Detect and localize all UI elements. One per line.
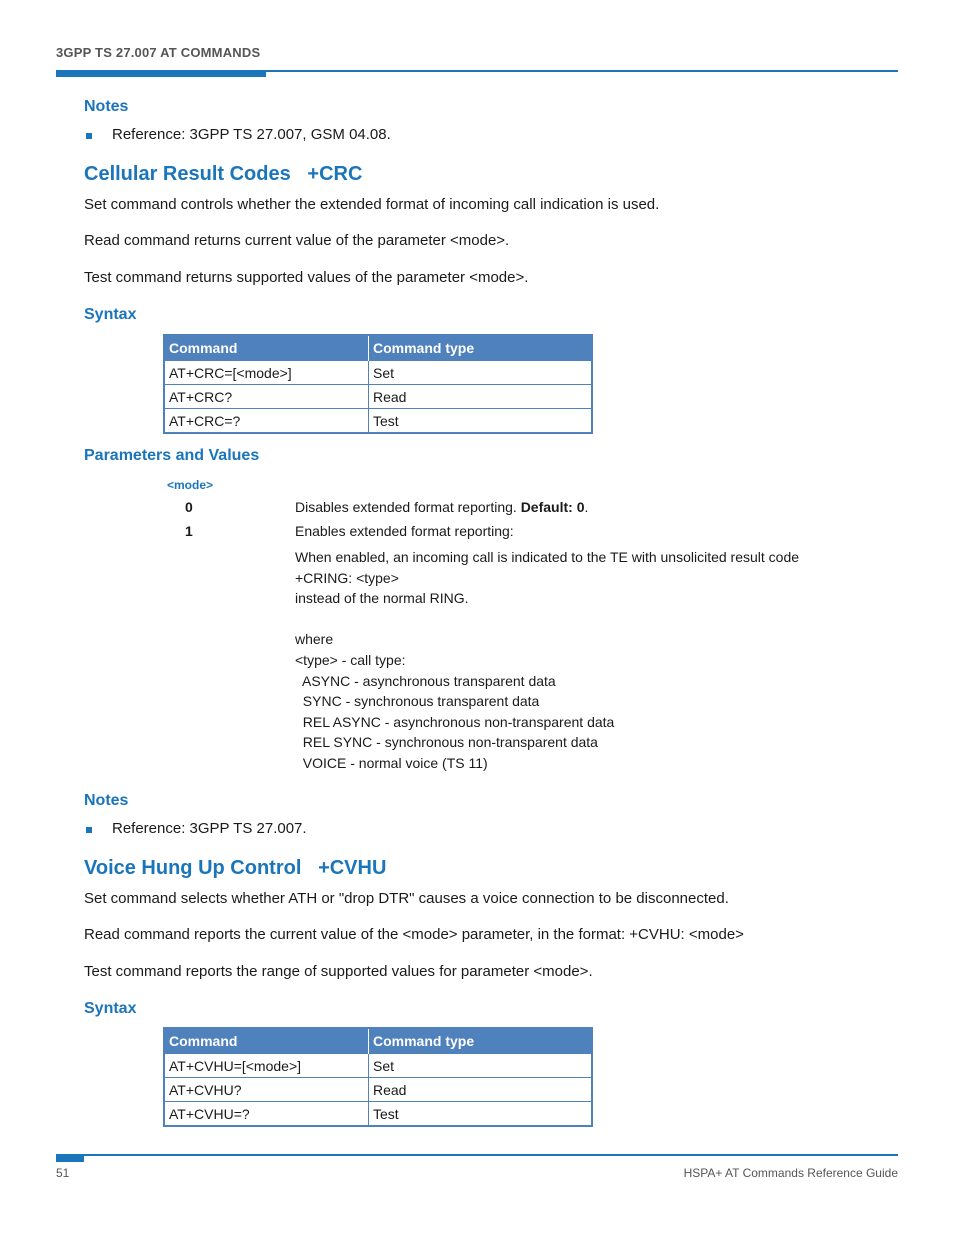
section-title-crc: Cellular Result Codes +CRC bbox=[84, 163, 363, 185]
parameter-value-description: Enables extended format reporting: bbox=[295, 523, 514, 539]
footer-doc-title: HSPA+ AT Commands Reference Guide bbox=[683, 1166, 898, 1180]
description-text-end: . bbox=[584, 499, 589, 515]
page-number: 51 bbox=[56, 1166, 70, 1180]
description-paragraph: Read command returns current value of the parameter <mode>. bbox=[84, 232, 510, 249]
description-paragraph: Test command reports the range of supported values for parameter <mode>. bbox=[84, 963, 593, 980]
table-row bbox=[164, 385, 592, 409]
table-cell: Set bbox=[369, 361, 593, 385]
description-paragraph: Set command selects whether ATH or "drop DTR" causes a voice connection to be disconnected. bbox=[84, 890, 729, 907]
parameter-value: 0 bbox=[185, 499, 193, 515]
default-value: Default: 0 bbox=[520, 499, 585, 515]
syntax-heading: Syntax bbox=[84, 306, 137, 323]
table-cell: AT+CRC=? bbox=[164, 409, 369, 434]
table-header-row bbox=[164, 1028, 592, 1054]
header-accent-block bbox=[56, 70, 266, 77]
syntax-table-cvhu bbox=[163, 1027, 593, 1127]
table-row bbox=[164, 1054, 592, 1078]
table-header-row bbox=[164, 335, 592, 361]
table-cell: AT+CRC=[<mode>] bbox=[164, 361, 369, 385]
table-cell: Set bbox=[369, 1054, 593, 1078]
table-cell: Test bbox=[369, 409, 593, 434]
table-cell: AT+CVHU=[<mode>] bbox=[164, 1054, 369, 1078]
column-header: Command type bbox=[369, 1028, 593, 1054]
column-header: Command bbox=[164, 335, 369, 361]
note-item: Reference: 3GPP TS 27.007, GSM 04.08. bbox=[112, 126, 391, 143]
description-paragraph: Set command controls whether the extended format of incoming call indication is used. bbox=[84, 196, 660, 213]
parameter-name: <mode> bbox=[167, 478, 214, 492]
notes-heading: Notes bbox=[84, 792, 129, 809]
table-cell: AT+CVHU=? bbox=[164, 1102, 369, 1127]
table-cell: AT+CRC? bbox=[164, 385, 369, 409]
table-row bbox=[164, 361, 592, 385]
syntax-heading: Syntax bbox=[84, 1000, 137, 1017]
bullet-square-icon bbox=[86, 133, 92, 139]
table-cell: Read bbox=[369, 1078, 593, 1102]
table-cell: AT+CVHU? bbox=[164, 1078, 369, 1102]
notes-heading: Notes bbox=[84, 98, 129, 115]
description-text: Disables extended format reporting. bbox=[295, 499, 521, 515]
running-header: 3GPP TS 27.007 AT COMMANDS bbox=[56, 45, 261, 60]
table-row bbox=[164, 1102, 592, 1127]
footer-rule bbox=[56, 1154, 898, 1156]
table-cell: Read bbox=[369, 385, 593, 409]
table-cell: Test bbox=[369, 1102, 593, 1127]
description-paragraph: Read command reports the current value of the <mode> parameter, in the format: +CVHU: <mode> bbox=[84, 926, 744, 943]
parameters-heading: Parameters and Values bbox=[84, 447, 260, 464]
description-paragraph: Test command returns supported values of the parameter <mode>. bbox=[84, 269, 529, 286]
table-row bbox=[164, 1078, 592, 1102]
column-header: Command bbox=[164, 1028, 369, 1054]
footer-accent-block bbox=[56, 1154, 84, 1162]
parameter-value: 1 bbox=[185, 523, 193, 539]
extended-description: When enabled, an incoming call is indicated to the TE with unsolicited result code +CRING: <type> instead of the normal RING. where <type> - call type: ASYNC - asynchronous transparent data SYNC - synchronous transparent data REL ASYNC - asynchronous non-transparent data REL SYNC - synchronous non-transparent data VOICE - normal voice (TS 11) bbox=[295, 549, 800, 771]
syntax-table-crc bbox=[163, 334, 593, 434]
section-title-cvhu: Voice Hung Up Control +CVHU bbox=[84, 857, 387, 879]
parameter-value-description bbox=[295, 499, 588, 515]
column-header: Command type bbox=[369, 335, 593, 361]
table-row bbox=[164, 409, 592, 434]
note-item: Reference: 3GPP TS 27.007. bbox=[112, 820, 307, 837]
bullet-square-icon bbox=[86, 827, 92, 833]
